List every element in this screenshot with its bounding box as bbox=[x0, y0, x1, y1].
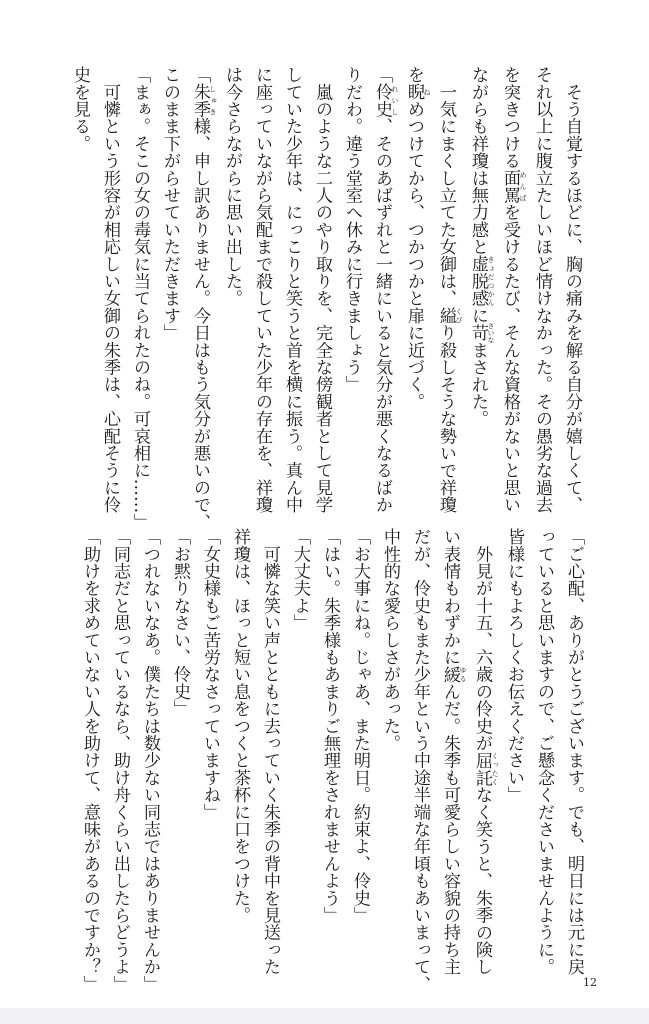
text-line: を突きつける面罵 めんばを受けるたび、そんな資格がないと思い bbox=[500, 66, 527, 514]
text-line: 「大丈夫よ」 bbox=[290, 528, 310, 632]
text-line: 祥瓊は、ほっと短い息をつくと茶杯に口をつけた。 bbox=[230, 528, 250, 924]
text-line: は今さらながらに思い出した。 bbox=[222, 66, 242, 307]
upper-text-block bbox=[65, 66, 587, 531]
viewer-bottom-strip bbox=[0, 1008, 649, 1024]
text-line: 「はい。朱季様もあまりご無理をされませんよう」 bbox=[320, 528, 340, 924]
text-line: に座っていながら気配まで殺していた少年の存在を、祥瓊 bbox=[252, 66, 272, 514]
ruby-annotation: 苛 さいな bbox=[468, 322, 495, 344]
text-line: 史を見る。 bbox=[70, 66, 90, 152]
ruby-annotation: 縊 くび bbox=[436, 306, 463, 325]
text-line: そう自覚するほどに、胸の痛みを解る自分が嬉しくて、 bbox=[562, 66, 582, 514]
text-line: 「同志だと思っているなら、助け舟くらい出したらどうよ」 bbox=[110, 528, 130, 993]
ruby-annotation: 朱季 しゅき bbox=[190, 83, 217, 118]
text-line: 「まぁ。そこの女の毒気に当てられたのね。可哀相に……」 bbox=[130, 66, 150, 531]
text-line: 「お黙りなさい、伶史」 bbox=[170, 528, 190, 718]
text-line: 一気にまくし立てた女御は、縊 くびり殺しそうな勢いで祥瓊 bbox=[436, 66, 463, 514]
text-line: していた少年は、にっこりと笑うと首を横に振う。真ん中 bbox=[282, 66, 302, 514]
ruby-annotation: 緩 ゆる bbox=[440, 665, 467, 683]
text-line: っていると思いますので、ご懸念くださいませんように。 bbox=[534, 528, 554, 976]
ruby-annotation: 伶史 れいし bbox=[372, 83, 399, 118]
text-line: それ以上に腹立たしいほど情けなかった。その愚劣な過去 bbox=[532, 66, 552, 514]
ruby-annotation: 虚脱感 きょだつかん bbox=[468, 255, 495, 307]
text-line: 「伶史 れいし、そのあばずれと一緒にいると気分が悪くなるばか bbox=[372, 66, 399, 514]
ruby-annotation: 面罵 めんば bbox=[500, 169, 527, 204]
page-number: 12 bbox=[583, 976, 597, 989]
text-line: 「朱季 しゅき様、申し訳ありません。今日はもう気分が悪いので、 bbox=[190, 66, 217, 531]
text-line: 皆様にもよろしくお伝えください」 bbox=[504, 528, 524, 804]
text-line: 可憐という形容が相応しい女御の朱季は、心配そうに伶 bbox=[100, 66, 120, 514]
text-line: 「助けを求めていない人を助けて、意味があるのですか？」 bbox=[80, 528, 100, 993]
text-line: りだわ。違う堂室へ休みに行きましょう」 bbox=[342, 66, 362, 393]
text-line: 「女史様もご苦労なさっていますね」 bbox=[200, 528, 220, 821]
text-line: い表情もわずかに緩 ゆるんだ。朱季も可愛らしい容貌の持ち主 bbox=[440, 528, 467, 976]
text-line: 「お大事にね。じゃあ、また明日。約束よ、伶史」 bbox=[350, 528, 370, 924]
text-line: 中性的な愛らしさがあった。 bbox=[380, 528, 400, 752]
text-line: 「ご心配、ありがとうございます。でも、明日には元に戻 bbox=[564, 528, 584, 976]
text-line: だが、伶史もまた少年という中途半端な年頃もあいまって、 bbox=[410, 528, 430, 993]
lower-text-block bbox=[75, 528, 589, 993]
text-line: 外見が十五、六歳の伶史が屈託 くったくなく笑うと、朱季の険し bbox=[472, 528, 499, 976]
text-line: 「つれないなあ。僕たちは数少ない同志ではありませんか」 bbox=[140, 528, 160, 993]
text-line: 嵐のような二人のやり取りを、完全な傍観者として見学 bbox=[312, 66, 332, 514]
ruby-annotation: 睨 ね bbox=[404, 83, 431, 101]
text-line: このまま下がらせていただきます」 bbox=[160, 66, 180, 342]
ruby-annotation: 屈託 くったく bbox=[472, 751, 499, 787]
text-line: 可憐な笑い声とともに去っていく朱季の背中を見送った bbox=[260, 528, 280, 976]
text-line: ながらも祥瓊は無力感と虚脱感 きょだつかんに苛 さいなまされた。 bbox=[468, 66, 495, 428]
text-line: を睨 ねめつけてから、つかつかと扉に近づく。 bbox=[404, 66, 431, 411]
